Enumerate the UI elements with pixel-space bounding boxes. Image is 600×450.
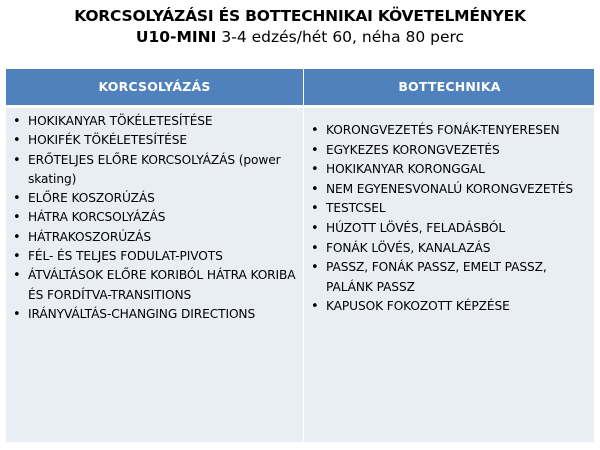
- list-item: [6, 189, 303, 208]
- bullet-icon: •: [311, 142, 319, 158]
- stickhandling-list: [304, 108, 594, 317]
- stickhandling-column-header: BOTTECHNIKA: [303, 69, 595, 105]
- list-item-text: FÉL- ÉS TELJES FODULAT-PIVOTS: [28, 249, 223, 264]
- requirements-table: [6, 69, 594, 442]
- bullet-icon: •: [311, 299, 319, 315]
- list-item-text: NEM EGYENESVONALÚ KORONGVEZETÉS: [326, 181, 573, 196]
- list-item-text: KORONGVEZETÉS FONÁK-TENYERESEN: [326, 123, 560, 137]
- list-item-text: HÚZOTT LÖVÉS, FELADÁSBÓL: [326, 220, 506, 235]
- list-item-text: EGYKEZES KORONGVEZETÉS: [326, 142, 500, 157]
- list-item: [6, 266, 303, 305]
- list-item: [304, 180, 594, 200]
- list-item: [304, 297, 594, 317]
- list-item: [304, 258, 594, 297]
- list-item-text: HÁTRAKOSZORÚZÁS: [28, 229, 152, 244]
- bullet-icon: •: [311, 123, 319, 138]
- bullet-icon: •: [13, 152, 21, 168]
- list-item-text: FONÁK LÖVÉS, KANALAZÁS: [326, 240, 491, 255]
- subtitle-group-label: U10-MINI: [135, 28, 217, 46]
- list-item-text: HOKIFÉK TÖKÉLETESÍTÉSE: [28, 133, 187, 148]
- list-item: [6, 228, 303, 247]
- skating-column: [6, 108, 303, 442]
- list-item-text: ÁTVÁLTÁSOK ELŐRE KORIBÓL HÁTRA KORIBA ÉS FORDÍTVA-TRANSITIONS: [28, 268, 296, 302]
- bullet-icon: •: [311, 201, 319, 217]
- bullet-icon: •: [311, 162, 319, 178]
- list-item: [6, 208, 303, 227]
- list-item: [304, 121, 594, 141]
- list-item: [304, 141, 594, 161]
- bullet-icon: •: [13, 133, 21, 149]
- bullet-icon: •: [311, 240, 319, 256]
- list-item: [6, 247, 303, 266]
- bullet-icon: •: [311, 220, 319, 236]
- bullet-icon: •: [13, 306, 21, 322]
- list-item-text: KAPUSOK FOKOZOTT KÉPZÉSE: [326, 299, 510, 314]
- list-item-text: ERŐTELJES ELŐRE KORCSOLYÁZÁS (power skating): [28, 152, 281, 186]
- list-item-text: HOKIKANYAR KORONGGAL: [326, 162, 485, 177]
- bullet-icon: •: [13, 114, 21, 129]
- list-item-text: HOKIKANYAR TÖKÉLETESÍTÉSE: [28, 114, 213, 128]
- bullet-icon: •: [13, 229, 21, 245]
- list-item-text: TESTCSEL: [326, 201, 386, 216]
- skating-column-header: KORCSOLYÁZÁS: [98, 79, 211, 94]
- page-subtitle: [0, 27, 600, 48]
- bullet-icon: •: [311, 181, 319, 197]
- table-header-row: [6, 69, 594, 108]
- list-item: [304, 160, 594, 180]
- bullet-icon: •: [13, 249, 21, 265]
- list-item: [304, 239, 594, 259]
- list-item: [304, 199, 594, 219]
- list-item: [304, 219, 594, 239]
- bullet-icon: •: [13, 191, 21, 207]
- subtitle-schedule: 3-4 edzés/hét 60, néha 80 perc: [216, 28, 465, 46]
- bullet-icon: •: [13, 268, 21, 284]
- bullet-icon: •: [13, 210, 21, 226]
- list-item: [6, 112, 303, 131]
- bullet-icon: •: [311, 260, 319, 276]
- list-item-text: IRÁNYVÁLTÁS-CHANGING DIRECTIONS: [28, 306, 256, 321]
- list-item-text: HÁTRA KORCSOLYÁZÁS: [28, 210, 166, 225]
- list-item-text: ELŐRE KOSZORÚZÁS: [28, 191, 155, 206]
- list-item-text: PASSZ, FONÁK PASSZ, EMELT PASSZ, PALÁNK PASSZ: [326, 260, 547, 294]
- list-item: [6, 151, 303, 190]
- list-item: [6, 305, 303, 324]
- list-item: [6, 131, 303, 150]
- skating-list: [6, 108, 303, 324]
- table-body-row: [6, 108, 594, 442]
- stickhandling-column: [303, 108, 594, 442]
- page-title: KORCSOLYÁZÁSI ÉS BOTTECHNIKAI KÖVETELMÉNYEK: [74, 7, 526, 25]
